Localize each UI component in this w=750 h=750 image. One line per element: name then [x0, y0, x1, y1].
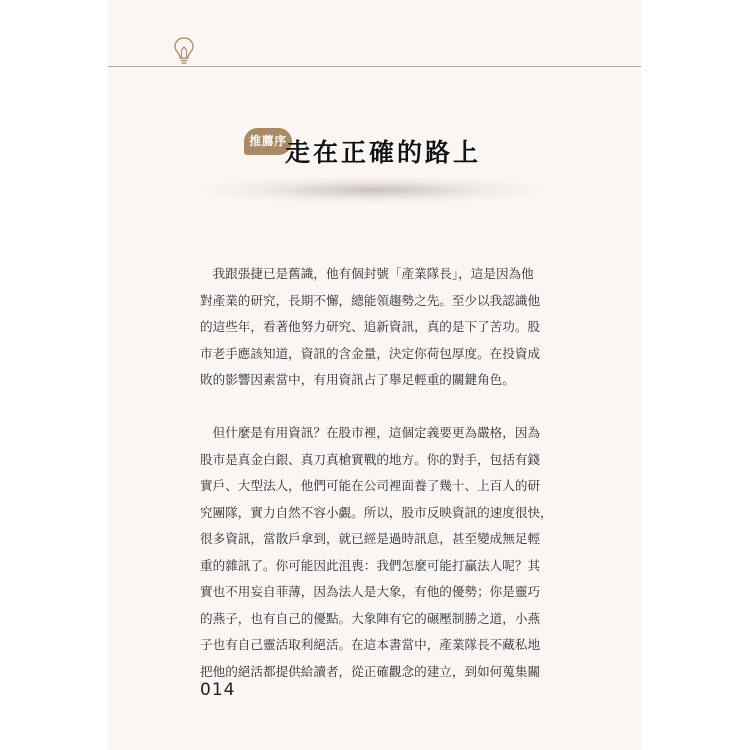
- text-line: 的燕子，也有自己的優點。大象陣有它的碾壓制勝之道，小燕: [200, 610, 541, 626]
- preface-badge: 推薦序: [244, 128, 292, 155]
- chapter-title: 走在正確的路上: [285, 138, 482, 167]
- text-line: 對產業的研究，長期不懈，總能領趨勢之先。至少以我認識他: [200, 292, 541, 308]
- lightbulb-icon: [172, 36, 196, 66]
- text-line: 究團隊，實力自然不容小覷。所以，股市反映資訊的速度很快，: [200, 504, 553, 520]
- text-line: 敗的影響因素當中，有用資訊占了舉足輕重的關鍵角色。: [200, 372, 515, 387]
- text-line: 很多資訊，當散戶拿到，就已經是過時訊息，甚至變成無足輕: [200, 531, 541, 546]
- text-line: 市老手應該知道，資訊的含金量，決定你荷包厚度。在投資成: [200, 345, 541, 361]
- text-line: 把他的絕活都提供給讀者，從正確觀念的建立，到如何蒐集關: [200, 663, 541, 679]
- text-line: 但什麼是有用資訊？在股市裡，這個定義要更為嚴格，因為: [200, 425, 541, 440]
- text-line: 重的雜訊了。你可能因此沮喪：我們怎麼可能打贏法人呢？其: [200, 557, 541, 573]
- body-text: [200, 261, 553, 685]
- book-page: [108, 0, 641, 750]
- text-line: 我跟張捷已是舊識，他有個封號「產業隊長」，這是因為他: [200, 266, 534, 281]
- title-shadow: [198, 176, 548, 204]
- header-rule: [108, 66, 641, 67]
- text-line: 實也不用妄自菲薄，因為法人是大象，有他的優勢；你是靈巧: [200, 584, 541, 599]
- text-line: 子也有自己靈活取利絕活。在這本書當中，產業隊長不藏私地: [200, 637, 541, 652]
- page-number: 014: [200, 680, 236, 700]
- text-line: 的這些年，看著他努力研究、追新資訊，真的是下了苦功。股: [200, 319, 541, 334]
- text-line: 股市是真金白銀、真刀真槍實戰的地方。你的對手，包括有錢: [200, 451, 541, 467]
- text-line: 實戶、大型法人，他們可能在公司裡面養了幾十、上百人的研: [200, 478, 541, 493]
- paragraph-gap: [200, 394, 550, 421]
